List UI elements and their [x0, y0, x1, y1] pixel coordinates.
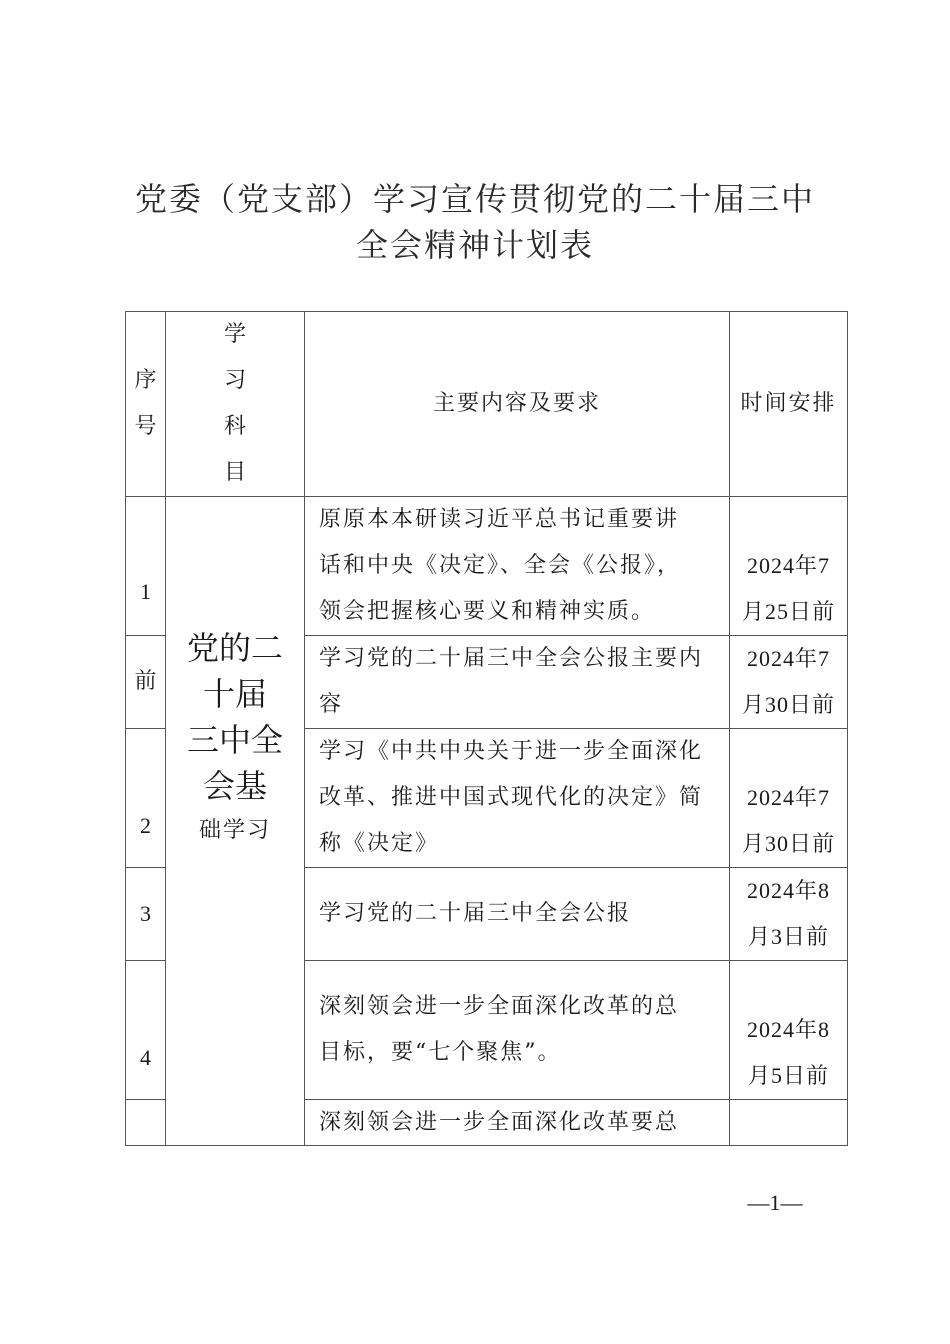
subject-line-small: 础学习	[198, 818, 271, 843]
subject-line: 十届	[202, 675, 267, 713]
subject-cell	[166, 497, 305, 1146]
row-time	[730, 1100, 848, 1146]
page-number: —1—	[747, 1190, 803, 1215]
row-time	[730, 497, 848, 636]
row-seq: 4	[126, 961, 166, 1100]
content-line: 改革、推进中国式现代化的决定》简	[319, 785, 704, 810]
row-seq: 2	[126, 729, 166, 868]
row-seq: 前	[126, 636, 166, 729]
time-line: 2024年8	[746, 1017, 830, 1042]
row-content	[305, 636, 730, 729]
header-seq-char: 号	[134, 414, 157, 439]
content-line: 学习《中共中央关于进一步全面深化	[319, 739, 704, 764]
content-line: 深刻领会进一步全面深化改革要总	[319, 1109, 680, 1135]
content-line: 学习党的二十届三中全会公报主要内	[319, 646, 704, 671]
row-seq	[126, 1100, 166, 1146]
time-line: 月5日前	[747, 1063, 829, 1088]
header-content: 主要内容及要求	[305, 312, 730, 497]
row-seq: 1	[126, 497, 166, 636]
row-content	[305, 868, 730, 961]
row-seq: 3	[126, 868, 166, 961]
content-line: 深刻领会进一步全面深化改革的总	[319, 994, 680, 1019]
row-content	[305, 1100, 730, 1146]
header-subject-char: 学	[223, 322, 246, 347]
time-line: 月30日前	[741, 692, 835, 717]
content-line: 容	[319, 692, 344, 717]
content-line: 领会把握核心要义和精神实质。	[319, 599, 656, 624]
study-plan-table	[125, 311, 848, 1146]
header-subject-char: 习	[223, 368, 246, 393]
table-row	[126, 497, 848, 636]
content-line: 学习党的二十届三中全会公报	[319, 901, 632, 926]
header-seq	[126, 312, 166, 497]
header-subject-char: 科	[223, 414, 246, 439]
subject-line: 三中全	[186, 721, 283, 759]
row-content	[305, 961, 730, 1100]
header-subject-char: 目	[223, 460, 246, 485]
content-line: 目标，要“七个聚焦”。	[319, 1040, 562, 1065]
content-line: 话和中央《决定》、全会《公报》，	[319, 553, 682, 578]
time-line: 2024年8	[746, 878, 830, 903]
table-header-row	[126, 312, 848, 497]
subject-line: 会基	[202, 767, 267, 805]
header-time: 时间安排	[730, 312, 848, 497]
subject-line: 党的二	[186, 629, 283, 667]
row-time	[730, 868, 848, 961]
time-line: 月3日前	[747, 924, 829, 949]
time-line: 2024年7	[746, 785, 830, 810]
row-content	[305, 497, 730, 636]
header-subject	[166, 312, 305, 497]
row-time	[730, 961, 848, 1100]
time-line: 2024年7	[746, 646, 830, 671]
time-line: 月25日前	[741, 599, 835, 624]
time-line: 月30日前	[741, 831, 835, 856]
row-content	[305, 729, 730, 868]
row-time	[730, 729, 848, 868]
header-seq-char: 序	[134, 368, 157, 393]
row-time	[730, 636, 848, 729]
content-line: 称《决定》	[319, 831, 440, 856]
time-line: 2024年7	[746, 553, 830, 578]
content-line: 原原本本研读习近平总书记重要讲	[319, 507, 680, 532]
document-title-line2: 全会精神计划表	[355, 226, 594, 264]
document-title-line1: 党委（党支部）学习宣传贯彻党的二十届三中	[134, 180, 815, 218]
